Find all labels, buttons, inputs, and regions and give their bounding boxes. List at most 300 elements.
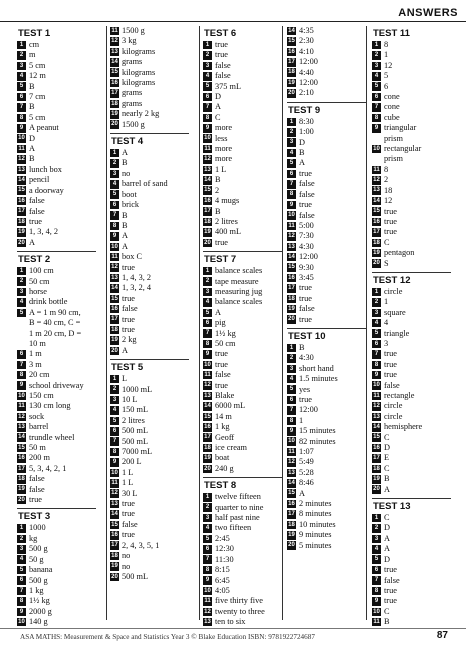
question-number: 12 <box>111 38 118 45</box>
answer-row <box>287 416 366 426</box>
answer-text: B <box>299 342 305 352</box>
test-section <box>372 498 451 627</box>
question-number: 13 <box>111 274 118 281</box>
answer-text: true <box>215 359 228 369</box>
answer-row <box>110 551 189 561</box>
question-number: 2 <box>17 535 26 544</box>
answer-text: cone <box>384 92 400 102</box>
answer-row <box>203 565 282 575</box>
question-number: 17 <box>373 455 380 462</box>
answer-text: D <box>384 554 390 564</box>
answer-text: horse <box>29 286 47 296</box>
answer-row <box>287 315 366 325</box>
answer-row <box>287 437 366 447</box>
question-number: 16 <box>111 79 118 86</box>
answer-row <box>287 200 366 210</box>
answer-row <box>203 318 282 328</box>
question-number: 1 <box>110 149 119 158</box>
answer-row <box>110 315 189 325</box>
answer-text: 4 <box>384 318 389 328</box>
answer-row <box>203 360 282 370</box>
answer-row <box>372 175 451 185</box>
answer-row <box>110 426 189 436</box>
answer-text: barrel <box>29 422 49 432</box>
answer-text: triangular prism <box>384 123 417 143</box>
question-number: 10 <box>111 243 118 250</box>
test-section <box>110 359 189 582</box>
answer-text: pencil <box>29 175 50 185</box>
answer-text: 1500 g <box>122 119 145 129</box>
question-number: 6 <box>203 545 212 554</box>
question-number: 14 <box>288 27 295 34</box>
answer-row <box>17 266 96 276</box>
answer-text: true <box>215 237 228 247</box>
question-number: 13 <box>204 392 211 399</box>
question-number: 20 <box>288 90 295 97</box>
answer-row <box>203 617 282 627</box>
answer-text: A peanut <box>29 123 59 133</box>
question-number: 4 <box>287 375 296 384</box>
question-number: 16 <box>111 532 118 539</box>
question-number: 20 <box>18 239 25 246</box>
answer-row <box>203 370 282 380</box>
question-number: 3 <box>203 514 212 523</box>
answer-row <box>372 412 451 422</box>
question-number: 2 <box>372 524 381 533</box>
answer-text: 1 L <box>122 467 134 477</box>
question-number: 17 <box>111 542 118 549</box>
answer-row <box>17 61 96 71</box>
answer-row <box>372 308 451 318</box>
test-section <box>287 26 366 99</box>
answer-text: 2, 4, 3, 5, 1 <box>122 540 160 550</box>
question-number: 4 <box>372 319 381 328</box>
answer-row <box>203 544 282 554</box>
question-number: 9 <box>110 232 119 241</box>
answer-row <box>110 457 189 467</box>
question-number: 8 <box>17 114 26 123</box>
answer-row <box>372 165 451 175</box>
answer-row <box>203 339 282 349</box>
answer-text: boat <box>215 453 230 463</box>
question-number: 17 <box>111 90 118 97</box>
answer-row <box>17 495 96 505</box>
answer-text: circle <box>384 411 403 421</box>
answer-text: B <box>299 148 305 158</box>
answer-row <box>203 238 282 248</box>
question-number: 11 <box>288 448 295 455</box>
answer-text: hemisphere <box>384 422 423 432</box>
answer-text: 500 g <box>29 575 48 585</box>
question-number: 8 <box>203 566 212 575</box>
question-number: 3 <box>17 288 26 297</box>
answer-row <box>372 82 451 92</box>
answer-row <box>203 607 282 617</box>
question-number: 13 <box>373 187 380 194</box>
answer-text: kilograms <box>122 78 156 88</box>
question-number: 20 <box>111 347 118 354</box>
answer-row <box>17 196 96 206</box>
question-number: 18 <box>18 476 25 483</box>
answer-text: true <box>122 499 135 509</box>
answer-text: 1, 4, 3, 2 <box>122 272 152 282</box>
question-number: 4 <box>372 72 381 81</box>
answer-text: half past nine <box>215 513 260 523</box>
answer-text: 150 mL <box>122 405 149 415</box>
answer-text: 3 <box>384 338 389 348</box>
answer-row <box>372 422 451 432</box>
question-number: 11 <box>204 598 211 605</box>
answer-text: false <box>29 196 45 206</box>
answer-text: 1:00 <box>299 127 314 137</box>
answer-row <box>110 158 189 168</box>
answer-text: A <box>299 158 305 168</box>
question-number: 12 <box>373 403 380 410</box>
question-number: 5 <box>203 309 212 318</box>
answer-row <box>17 71 96 81</box>
question-number: 8 <box>203 340 212 349</box>
answer-row <box>110 509 189 519</box>
answer-text: 2 <box>215 185 220 195</box>
answer-text: true <box>384 227 397 237</box>
answer-text: 82 minutes <box>299 436 336 446</box>
answer-column-5 <box>372 26 451 627</box>
answer-row <box>372 248 451 258</box>
answer-text: false <box>299 210 315 220</box>
question-number: 2 <box>17 277 26 286</box>
answer-text: square <box>384 307 406 317</box>
answer-text: 2:45 <box>215 533 230 543</box>
question-number: 18 <box>111 552 118 559</box>
answer-row <box>110 437 189 447</box>
question-number: 15 <box>288 490 295 497</box>
answer-row <box>287 88 366 98</box>
question-number: 19 <box>288 532 295 539</box>
answer-text: quarter to nine <box>215 502 264 512</box>
answer-text: 14 m <box>215 411 232 421</box>
answer-row <box>17 308 96 350</box>
answer-text: 2:30 <box>299 36 314 46</box>
answer-text: A <box>215 102 221 112</box>
question-number: 7 <box>110 437 119 446</box>
page-number: 87 <box>436 630 448 641</box>
answer-row <box>17 544 96 554</box>
answer-text: five thirty five <box>215 596 263 606</box>
question-number: 17 <box>204 434 211 441</box>
answer-text: false <box>384 575 400 585</box>
answer-row <box>203 61 282 71</box>
answer-text: 8:30 <box>299 116 314 126</box>
answer-text: 8:46 <box>299 478 314 488</box>
question-number: 10 <box>18 618 25 625</box>
answer-row <box>110 294 189 304</box>
footer-rule <box>0 628 466 629</box>
answer-text: A <box>122 231 128 241</box>
question-number: 7 <box>110 211 119 220</box>
answer-row <box>110 335 189 345</box>
answer-row <box>17 464 96 474</box>
answer-text: 50 cm <box>215 338 236 348</box>
answer-row <box>17 40 96 50</box>
answer-text: twelve fifteen <box>215 492 261 502</box>
test-heading: TEST 6 <box>204 28 237 39</box>
question-number: 14 <box>18 434 25 441</box>
answer-row <box>287 353 366 363</box>
answer-text: 1 <box>299 415 304 425</box>
answer-text: true <box>384 206 397 216</box>
question-number: 1 <box>203 267 212 276</box>
answer-row <box>110 499 189 509</box>
answer-text: balance scales <box>215 297 263 307</box>
question-number: 14 <box>204 403 211 410</box>
answer-row <box>203 422 282 432</box>
answer-row <box>17 443 96 453</box>
answer-text: no <box>122 561 131 571</box>
question-number: 16 <box>204 424 211 431</box>
test-heading: TEST 8 <box>203 477 282 492</box>
answer-row <box>287 252 366 262</box>
test-heading: TEST 3 <box>17 508 96 523</box>
question-number: 20 <box>288 542 295 549</box>
answer-text: true <box>299 200 312 210</box>
answer-text: 5:00 <box>299 220 314 230</box>
answer-text: a doorway <box>29 185 64 195</box>
answer-row <box>372 370 451 380</box>
answer-text: nearly 2 kg <box>122 109 160 119</box>
question-number: 12 <box>18 413 25 420</box>
answer-row <box>287 283 366 293</box>
question-number: 7 <box>17 587 26 596</box>
answer-row <box>203 40 282 50</box>
answer-text: A <box>215 307 221 317</box>
answer-text: C <box>215 112 221 122</box>
answer-text: pig <box>215 318 226 328</box>
question-number: 19 <box>204 229 211 236</box>
answer-row <box>110 283 189 293</box>
footer-credit: ASA MATHS: Measurement & Space and Statistics Year 3 © Blake Education ISBN: 9781922724687 <box>20 633 315 641</box>
answer-row <box>287 68 366 78</box>
answer-row <box>287 447 366 457</box>
answer-text: 1 <box>384 297 389 307</box>
answer-text: D <box>384 443 390 453</box>
answer-text: 1 L <box>122 478 134 488</box>
question-number: 1 <box>203 493 212 502</box>
answer-row <box>203 207 282 217</box>
answer-row <box>287 489 366 499</box>
answer-row <box>287 57 366 67</box>
answer-row <box>203 349 282 359</box>
question-number: 4 <box>203 298 212 307</box>
answer-row <box>287 273 366 283</box>
answer-text: 1500 g <box>122 26 145 35</box>
answer-text: B <box>29 102 35 112</box>
answer-row <box>203 123 282 133</box>
question-number: 18 <box>18 218 25 225</box>
answer-text: triangle <box>384 328 410 338</box>
answer-row <box>372 391 451 401</box>
answer-row <box>110 447 189 457</box>
question-number: 14 <box>111 59 118 66</box>
answer-row <box>110 489 189 499</box>
answer-row <box>110 346 189 356</box>
question-number: 6 <box>203 93 212 102</box>
answer-text: false <box>299 189 315 199</box>
answer-row <box>203 196 282 206</box>
answer-row <box>203 287 282 297</box>
answer-text: 5 minutes <box>299 540 332 550</box>
answer-row <box>203 586 282 596</box>
answer-row <box>372 144 451 165</box>
answer-row <box>17 360 96 370</box>
answer-text: ten to six <box>215 617 246 627</box>
question-number: 11 <box>373 166 380 173</box>
question-number: 18 <box>204 218 211 225</box>
answer-text: B <box>215 206 221 216</box>
answer-row <box>287 169 366 179</box>
question-number: 8 <box>372 361 381 370</box>
answer-row <box>372 349 451 359</box>
question-number: 16 <box>373 218 380 225</box>
test-heading: TEST 2 <box>17 251 96 266</box>
answer-row <box>203 113 282 123</box>
answer-row <box>372 607 451 617</box>
answer-row <box>110 26 189 36</box>
answer-row <box>203 534 282 544</box>
question-number: 1 <box>287 344 296 353</box>
answer-text: 140 g <box>29 617 48 627</box>
answer-row <box>372 464 451 474</box>
question-number: 3 <box>110 396 119 405</box>
question-number: 12 <box>111 264 118 271</box>
answer-row <box>372 596 451 606</box>
answer-row <box>17 165 96 175</box>
answer-text: true <box>384 359 397 369</box>
answer-row <box>110 405 189 415</box>
question-number: 11 <box>18 145 25 152</box>
question-number: 9 <box>203 350 212 359</box>
question-number: 2 <box>17 51 26 60</box>
answer-row <box>110 57 189 67</box>
question-number: 13 <box>204 618 211 625</box>
answer-row <box>17 370 96 380</box>
answer-row <box>372 586 451 596</box>
answer-text: 4:30 <box>299 241 314 251</box>
question-number: 5 <box>17 566 26 575</box>
answer-row <box>110 109 189 119</box>
test-section <box>110 133 189 356</box>
question-number: 9 <box>203 124 212 133</box>
answer-text: D <box>29 133 35 143</box>
answer-text: B <box>29 154 35 164</box>
question-number: 19 <box>288 79 295 86</box>
question-number: 10 <box>204 135 211 142</box>
answer-text: A <box>122 241 128 251</box>
question-number: 6 <box>287 396 296 405</box>
answer-text: false <box>299 304 315 314</box>
column-divider <box>106 26 107 620</box>
answer-text: C <box>384 432 390 442</box>
answer-text: D <box>384 523 390 533</box>
question-number: 3 <box>203 288 212 297</box>
answer-row <box>287 179 366 189</box>
answer-row <box>287 127 366 137</box>
question-number: 12 <box>204 608 211 615</box>
answer-row <box>203 175 282 185</box>
answer-text: 6000 mL <box>215 401 246 411</box>
question-number: 3 <box>372 309 381 318</box>
answer-text: 12:00 <box>299 405 318 415</box>
question-number: 15 <box>111 521 118 528</box>
question-number: 9 <box>203 576 212 585</box>
question-number: 1 <box>372 288 381 297</box>
question-number: 4 <box>17 555 26 564</box>
question-number: 15 <box>373 434 380 441</box>
answer-row <box>17 217 96 227</box>
answer-text: more <box>215 154 233 164</box>
question-number: 2 <box>203 51 212 60</box>
answer-row <box>372 401 451 411</box>
answer-row <box>17 433 96 443</box>
answer-text: 1000 mL <box>122 384 153 394</box>
answer-row <box>110 304 189 314</box>
answer-text: no <box>122 551 131 561</box>
question-number: 15 <box>18 444 25 451</box>
question-number: 4 <box>203 72 212 81</box>
question-number: 17 <box>373 229 380 236</box>
answer-text: barrel of sand <box>122 179 168 189</box>
answer-text: 12 <box>384 196 393 206</box>
answer-text: true <box>29 216 42 226</box>
question-number: 19 <box>204 455 211 462</box>
answer-row <box>203 154 282 164</box>
answer-text: box C <box>122 252 143 262</box>
answer-text: true <box>384 216 397 226</box>
answer-text: boot <box>122 189 137 199</box>
answer-row <box>17 565 96 575</box>
answer-row <box>17 586 96 596</box>
answer-text: 3 m <box>29 359 42 369</box>
answer-text: 12:00 <box>299 78 318 88</box>
question-number: 17 <box>288 59 295 66</box>
answer-row <box>203 443 282 453</box>
answer-text: 30 L <box>122 488 138 498</box>
test-section <box>203 477 282 627</box>
answer-row <box>110 468 189 478</box>
answer-row <box>203 596 282 606</box>
answer-row <box>287 468 366 478</box>
answer-text: 400 mL <box>215 227 242 237</box>
question-number: 20 <box>288 316 295 323</box>
answer-row <box>203 92 282 102</box>
question-number: 5 <box>287 385 296 394</box>
question-number: 18 <box>288 295 295 302</box>
answer-row <box>287 78 366 88</box>
answer-row <box>17 474 96 484</box>
question-number: 13 <box>111 48 118 55</box>
answer-text: 500 mL <box>122 436 149 446</box>
answer-row <box>287 36 366 46</box>
answer-row <box>17 422 96 432</box>
question-number: 3 <box>287 138 296 147</box>
answer-text: 4:35 <box>299 26 314 35</box>
answer-text: true <box>122 530 135 540</box>
answer-column-2 <box>110 26 189 620</box>
question-number: 8 <box>110 448 119 457</box>
answer-row <box>203 50 282 60</box>
question-number: 5 <box>203 82 212 91</box>
answer-row <box>203 401 282 411</box>
answer-text: 200 m <box>29 453 50 463</box>
